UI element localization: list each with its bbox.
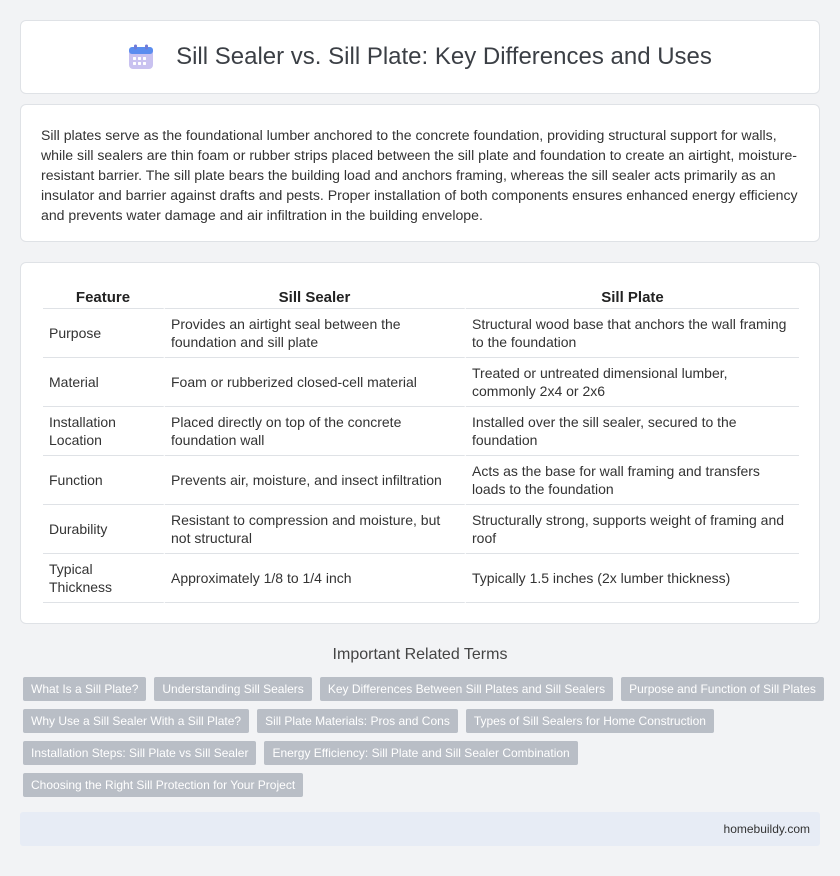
calendar-icon [128,44,154,70]
table-header-row [43,283,799,309]
sill-plate-cell: Typically 1.5 inches (2x lumber thickness) [466,554,799,603]
related-term-tag[interactable]: Why Use a Sill Sealer With a Sill Plate? [23,709,249,733]
table-row [43,554,799,603]
tag-row [23,773,823,797]
feature-cell: Material [43,358,165,407]
related-terms-title: Important Related Terms [332,646,508,663]
table-row [43,505,799,554]
comparison-table [43,283,799,603]
column-header-sill-plate: Sill Plate [466,283,799,309]
column-header-feature: Feature [43,283,165,309]
column-header-sill-sealer: Sill Sealer [165,283,466,309]
tag-row [23,741,823,765]
table-row [43,309,799,358]
table-row [43,456,799,505]
intro-card [20,104,820,242]
sill-sealer-cell: Approximately 1/8 to 1/4 inch [165,554,466,603]
sill-plate-cell: Treated or untreated dimensional lumber, commonly 2x4 or 2x6 [466,358,799,407]
header-card [20,20,820,94]
feature-cell: Function [43,456,165,505]
related-term-tag[interactable]: Installation Steps: Sill Plate vs Sill Sealer [23,741,256,765]
related-term-tag[interactable]: Types of Sill Sealers for Home Construction [466,709,714,733]
sill-sealer-cell: Provides an airtight seal between the foundation and sill plate [165,309,466,358]
tag-row [23,709,823,733]
sill-sealer-cell: Prevents air, moisture, and insect infiltration [165,456,466,505]
sill-plate-cell: Structurally strong, supports weight of framing and roof [466,505,799,554]
intro-paragraph: Sill plates serve as the foundational lumber anchored to the concrete foundation, providing structural support for walls, while sill sealers are thin foam or rubber strips placed between the sill plate and foundation to create an airtight, moisture-resistant barrier. The sill plate bears the building load and anchors framing, whereas the sill sealer acts primarily as an insulator and barrier against drafts and pests. Proper installation of both components ensures enhanced energy efficiency and prevents water damage and air infiltration in the building envelope. [41,127,798,223]
sill-sealer-cell: Resistant to compression and moisture, but not structural [165,505,466,554]
related-term-tag[interactable]: Sill Plate Materials: Pros and Cons [257,709,458,733]
table-row [43,358,799,407]
table-row [43,407,799,456]
feature-cell: Durability [43,505,165,554]
related-term-tag[interactable]: Understanding Sill Sealers [154,677,311,701]
sill-plate-cell: Acts as the base for wall framing and transfers loads to the foundation [466,456,799,505]
related-term-tag[interactable]: Energy Efficiency: Sill Plate and Sill Sealer Combination [264,741,577,765]
related-term-tag[interactable]: Purpose and Function of Sill Plates [621,677,824,701]
related-term-tag[interactable]: Choosing the Right Sill Protection for Your Project [23,773,303,797]
related-term-tag[interactable]: Key Differences Between Sill Plates and Sill Sealers [320,677,613,701]
page-title: Sill Sealer vs. Sill Plate: Key Differences and Uses [176,43,712,70]
related-terms-tags [23,677,823,805]
footer-site-name: homebuildy.com [723,822,810,836]
sill-sealer-cell: Placed directly on top of the concrete foundation wall [165,407,466,456]
sill-plate-cell: Structural wood base that anchors the wall framing to the foundation [466,309,799,358]
feature-cell: Installation Location [43,407,165,456]
comparison-table-card [20,262,820,624]
feature-cell: Purpose [43,309,165,358]
feature-cell: Typical Thickness [43,554,165,603]
sill-plate-cell: Installed over the sill sealer, secured to the foundation [466,407,799,456]
tag-row [23,677,823,701]
footer [20,812,820,846]
sill-sealer-cell: Foam or rubberized closed-cell material [165,358,466,407]
related-term-tag[interactable]: What Is a Sill Plate? [23,677,146,701]
